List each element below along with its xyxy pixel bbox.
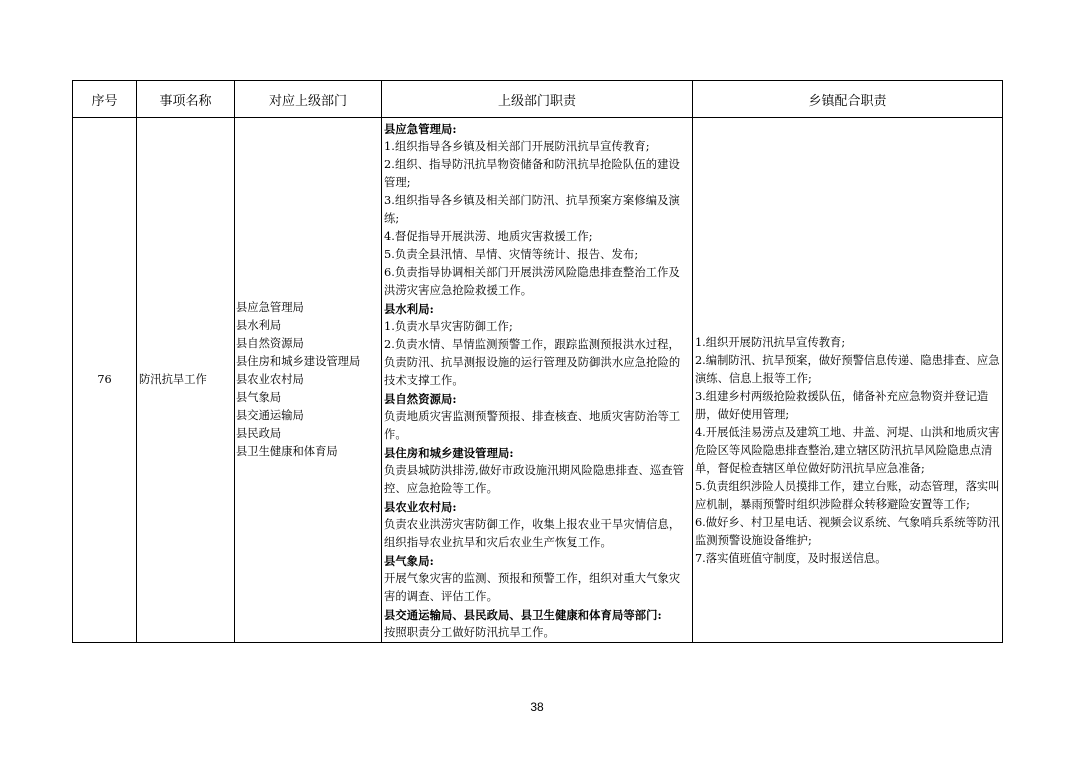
duty-heading: 县交通运输局、县民政局、县卫生健康和体育局等部门: <box>384 608 662 622</box>
header-row <box>73 81 1003 118</box>
duty-line: 1.负责水旱灾害防御工作; <box>384 320 513 333</box>
department-item: 县农业农村局 <box>236 373 304 386</box>
department-item: 县住房和城乡建设管理局 <box>236 355 361 368</box>
department-item: 县交通运输局 <box>236 409 304 422</box>
header-departments: 对应上级部门 <box>235 81 382 118</box>
department-item: 县应急管理局 <box>236 301 304 314</box>
duty-line: 3.组织指导各乡镇及相关部门防汛、抗旱预案方案修编及演练; <box>384 194 680 225</box>
duty-line: 5.负责全县汛情、旱情、灾情等统计、报告、发布; <box>384 248 639 261</box>
header-number: 序号 <box>73 81 137 118</box>
duty-heading: 县自然资源局: <box>384 392 457 406</box>
town-duties-cell <box>693 118 1003 643</box>
row-number: 76 <box>73 118 137 643</box>
duty-heading: 县应急管理局: <box>384 122 457 136</box>
duty-line: 4.督促指导开展洪涝、地质灾害救援工作; <box>384 230 593 243</box>
duty-line: 按照职责分工做好防汛抗旱工作。 <box>384 626 555 639</box>
town-duty-line: 4.开展低洼易涝点及建筑工地、井盖、河堤、山洪和地质灾害危险区等风险隐患排查整治,建立辖区防汛抗旱风险隐患点清单，督促检查辖区单位做好防汛抗旱应急准备; <box>695 425 1000 475</box>
duty-heading: 县农业农村局: <box>384 500 457 514</box>
duty-line: 开展气象灾害的监测、预报和预警工作，组织对重大气象灾害的调查、评估工作。 <box>384 572 681 603</box>
item-name: 防汛抗旱工作 <box>137 118 235 643</box>
duty-line: 6.负责指导协调相关部门开展洪涝风险隐患排查整治工作及洪涝灾害应急抢险救援工作。 <box>384 266 680 297</box>
duty-heading: 县气象局: <box>384 554 434 568</box>
department-item: 县气象局 <box>236 391 282 404</box>
upper-duties-cell <box>382 118 693 643</box>
town-duty-line: 1.组织开展防汛抗旱宣传教育; <box>695 335 846 349</box>
duty-heading: 县水利局: <box>384 302 434 316</box>
page-number: 38 <box>530 700 544 714</box>
duty-line: 1.组织指导各乡镇及相关部门开展防汛抗旱宣传教育; <box>384 140 650 153</box>
town-duty-line: 3.组建乡村两级抢险救援队伍，储备补充应急物资并登记造册，做好使用管理; <box>695 389 989 421</box>
duty-table <box>72 80 1003 643</box>
town-duty-line: 7.落实值班值守制度，及时报送信息。 <box>695 551 887 565</box>
duty-heading: 县住房和城乡建设管理局: <box>384 446 514 460</box>
table-row <box>73 118 1003 643</box>
header-town-duties: 乡镇配合职责 <box>693 81 1003 118</box>
department-item: 县民政局 <box>236 427 282 440</box>
departments-cell <box>235 118 382 643</box>
town-duty-line: 2.编制防汛、抗旱预案，做好预警信息传递、隐患排查、应急演练、信息上报等工作; <box>695 353 1000 385</box>
department-item: 县水利局 <box>236 319 282 332</box>
duty-line: 负责县城防洪排涝,做好市政设施汛期风险隐患排查、巡查管控、应急抢险等工作。 <box>384 464 685 495</box>
duty-line: 2.负责水情、旱情监测预警工作，跟踪监测预报洪水过程，负责防汛、抗旱测报设施的运行管理及防御洪水应急抢险的技术支撑工作。 <box>384 338 681 387</box>
town-duty-line: 5.负责组织涉险人员摸排工作，建立台账，动态管理，落实叫应机制，暴雨预警时组织涉险群众转移避险安置等工作; <box>695 479 1000 511</box>
department-item: 县卫生健康和体育局 <box>236 445 338 458</box>
department-item: 县自然资源局 <box>236 337 304 350</box>
header-item-name: 事项名称 <box>137 81 235 118</box>
duty-line: 2.组织、指导防汛抗旱物资储备和防汛抗旱抢险队伍的建设管理; <box>384 158 680 189</box>
town-duty-line: 6.做好乡、村卫星电话、视频会议系统、气象哨兵系统等防汛监测预警设施设备维护; <box>695 515 1000 547</box>
duty-line: 负责地质灾害监测预警预报、排查核查、地质灾害防治等工作。 <box>384 410 681 441</box>
header-upper-duties: 上级部门职责 <box>382 81 693 118</box>
duty-line: 负责农业洪涝灾害防御工作，收集上报农业干旱灾情信息，组织指导农业抗旱和灾后农业生产恢复工作。 <box>384 518 681 549</box>
